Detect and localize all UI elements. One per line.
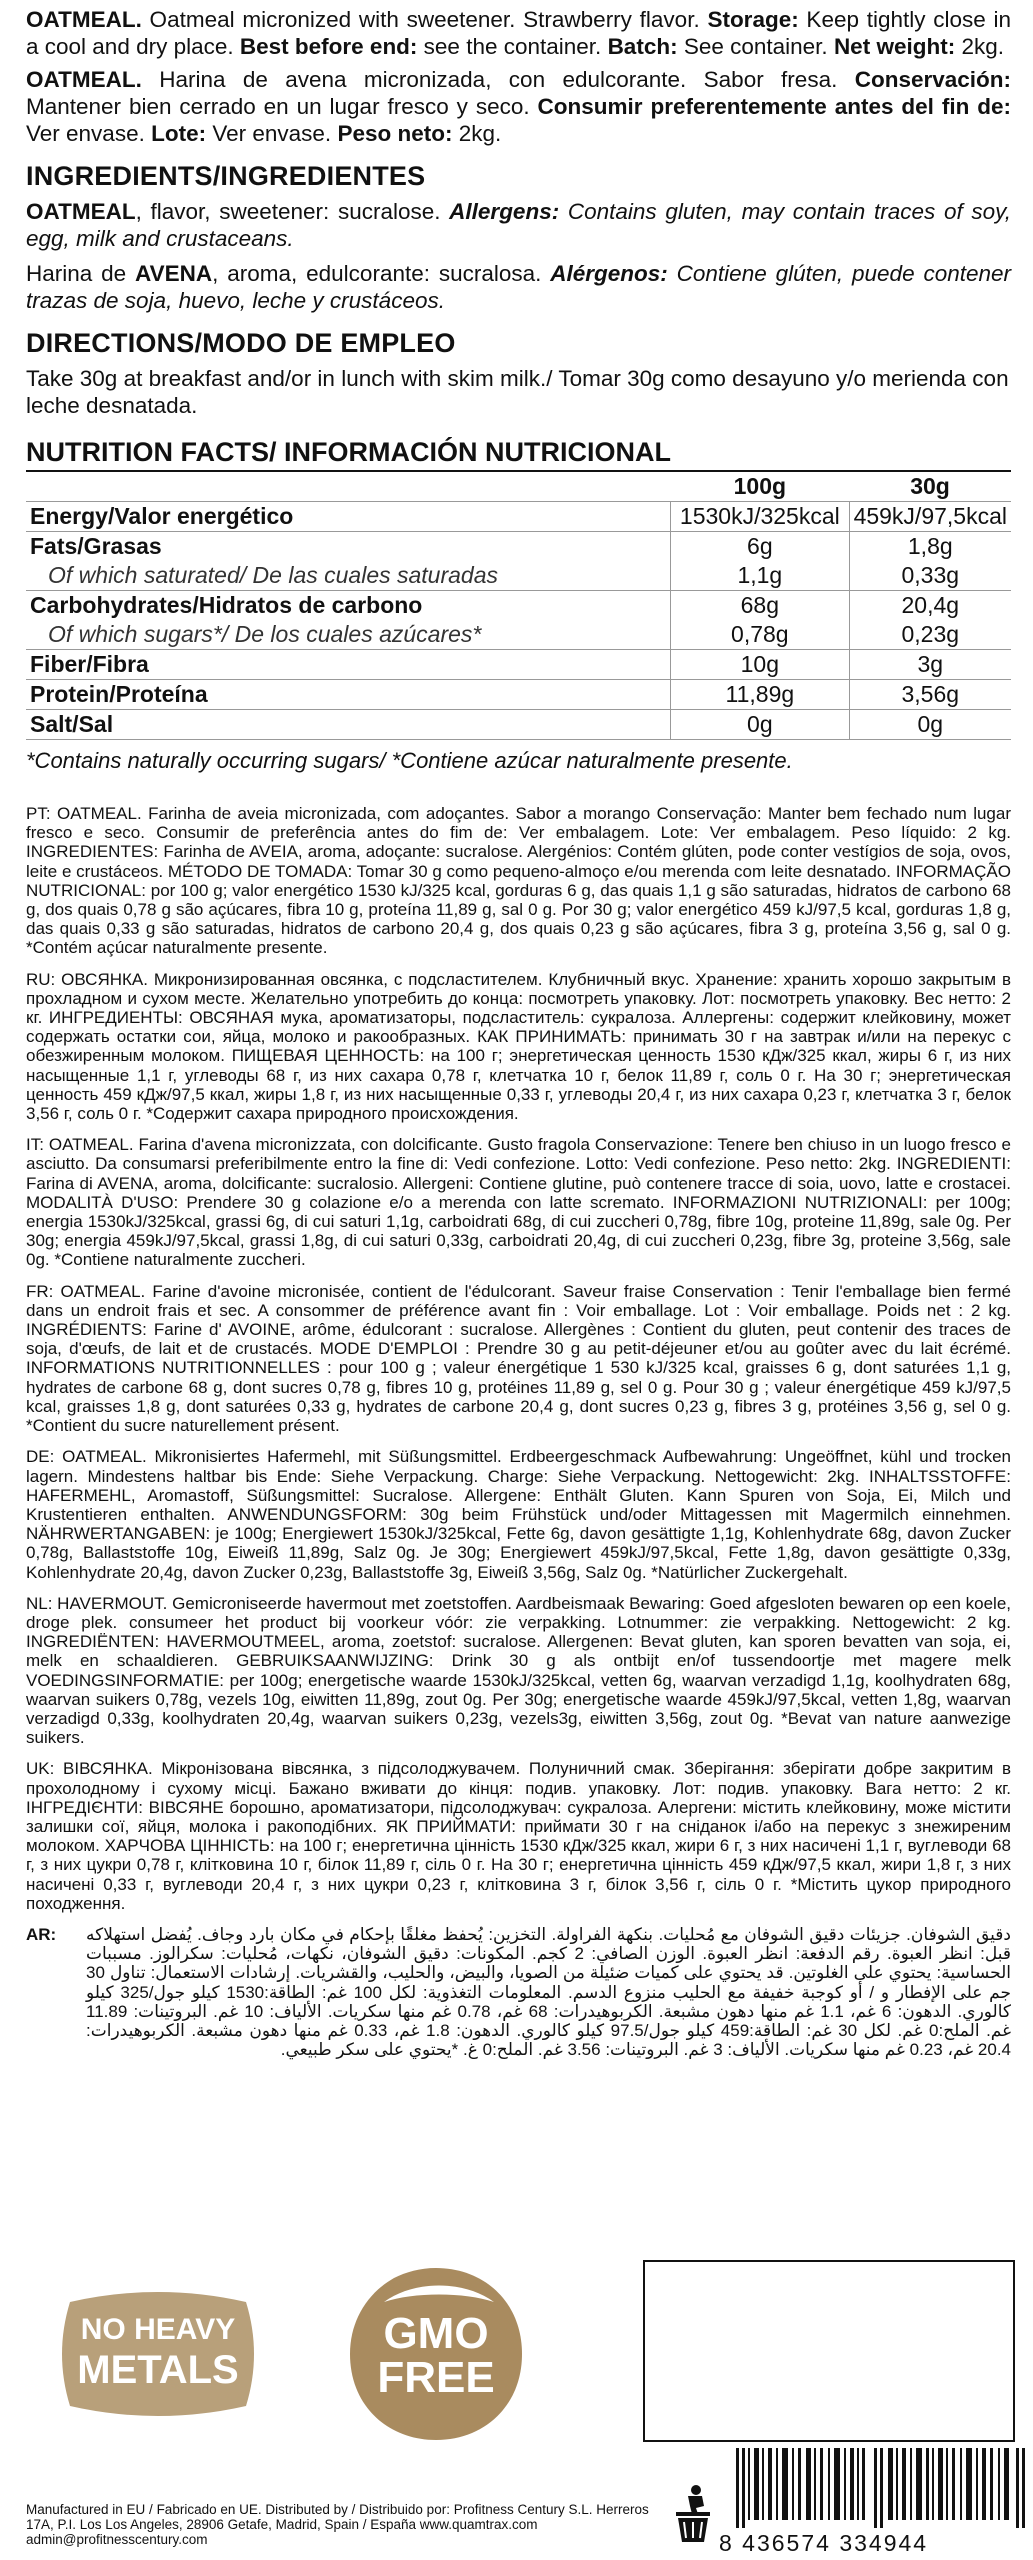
row-salt [26,710,1011,740]
allergens-text: Contains gluten, may contain traces of soy, egg, milk and crustaceans. [26,199,1011,251]
row-label: Fiber/Fibra [26,650,671,680]
batch-text: See container. [677,34,834,59]
gmo-line2: FREE [377,2353,495,2402]
lang-nl: NL: HAVERMOUT. Gemicroniseerde havermout met zoetstoffen. Aardbeismaak Bewaring: Goed afgesloten bewaren op een koele, droge plek. consumeer het product bij voorkeur vóór: zie verpakking. Lotnummer: zie verpakking. Nettogewicht: 2 kg. INGREDIËNTEN: HAVERMOUTMEEL, aroma, zoetstof: sucralose. Allergenen: Bevat gluten, kan sporen bevatten van soja, ei, melk en schaaldieren. GEBRUIKSAANWIJZING: Drink 30 g als ontbijt en/of tussendoortje met magere melk VOEDINGSINFORMATIE: per 100g; energetische waarde 1530kJ/325kcal, vetten 6g, waarvan verzadigd 1,1g, koolhydraten 68g, waarvan suikers 0,78g, vezels 10g, eiwitten 11,89g, zout 0g. Per 30g; energetische waarde 459kJ/97,5kcal, vetten 1,8g, waarvan verzadigd 0,33g, koolhydraten 20,4g, waarvan suikers 0,23g, vezels3g, eiwitten 3,56g, zout 0g. *Bevat van nature aanwezige suikers. [26,1593,1011,1748]
directions-section [26,365,1011,419]
row-label: Carbohydrates/Hidratos de carbono [26,591,671,621]
lang-de: DE: OATMEAL. Mikronisiertes Hafermehl, mit Süßungsmittel. Erdbeergeschmack Aufbewahrung: Ungeöffnet, kühl und trocken lagern. Mindestens haltbar bis Ende: Siehe Verpackung. Charge: Siehe Verpackung. Nettogewicht: 2kg. INHALTSSTOFFE: HAFERMEHL, Aromastoff, Süßungsmittel: Sucralose. Allergene: Enthält Gluten. Kann Spuren von Soja, Ei, Milch und Krustentieren enthalten. ANWENDUNGSFORM: 30g beim Frühstück und/oder Mittagessen mit Magermilch einnehmen. NÄHRWERTANGABEN: je 100g; Energiewert 1530kJ/325kcal, Fette 6g, davon gesättigte 1,1g, Kohlenhydrate 68g, davon Zucker 0,78g, Ballaststoffe 10g, Eiweiß 11,89g, Salz 0g. Je 30g; Energiewert 459kJ/97,5kcal, Fette 1,8g, davon gesättigte 0,33g, Kohlenhydrate 20,4g, davon Zucker 0,23g, Ballaststoffe 3g, Eiweiß 3,56g, Salz 0g. *Natürlicher Zuckergehalt. [26,1447,1011,1582]
ingredients-en-rest: , flavor, sweetener: sucralose. [135,199,450,224]
ingredients-es-c: , aroma, edulcorante: sucralosa. [212,261,551,286]
row-v1: 10g [671,650,849,680]
lang-pt: PT: OATMEAL. Farinha de aveia micronizada, com adoçantes. Sabor a morango Conservação: Manter bem fechado num lugar fresco e seco. Consumir de preferência antes do fim de: Ver embalagem. Lote: Ver embalagem. Peso líquido: 2 kg. INGREDIENTES: Farinha de AVEIA, aroma, adoçante: sucralose. Alergénios: Contém glúten, pode conter vestígios de soja, ovos, leite e crustáceos. MÉTODO DE TOMADA: Tomar 30 g como pequeno-almoço e/ou merenda com leite desnatado. INFORMAÇÃO NUTRICIONAL: por 100 g; valor energético 1530 kJ/325 kcal, gorduras 6 g, das quais 1,1 g são saturadas, hidratos de carbono 68 g, dos quais 0,78 g são açúcares, fibra 10 g, proteína 11,89 g, sal 0 g. Por 30 g; valor energético 459 kJ/97,5 kcal, gorduras 1,8 g, das quais 0,33 g são saturadas, hidratos de carbono 20,4 g, dos quais 0,23 g são açúcares, fibra 3 g, proteína 3,56 g, sal 0 g. *Contém açúcar naturalmente presente. [26,804,1011,958]
nutrition-table [26,472,1011,740]
header-blank [26,472,671,502]
blank-bordered-box [643,2260,1015,2442]
col-30g: 30g [910,473,950,499]
bbe-text: see the container. [417,34,608,59]
barcode [736,2448,1026,2528]
barcode-number: 8 436574 334944 [719,2530,929,2556]
footer-distributor: Manufactured in EU / Fabricado en UE. Distributed by / Distribuido por: Profitness Century S.L. Herreros 17A, P.I. Los Los Angeles, 28906 Getafe, Madrid, Spain / España www.quamtrax.com admin@profitnesscentury.com [26,2502,649,2547]
row-v2: 3g [849,650,1011,680]
row-saturated [26,561,1011,591]
directions-text: Take 30g at breakfast and/or in lunch with skim milk./ Tomar 30g como desayuno y/o merienda con leche desnatada. [26,366,1009,418]
lang-ar: دقيق الشوفان. جزيئات دقيق الشوفان مع مُحليات. بنكهة الفراولة. التخزين: يُحفظ مغلقًا بإحكام في مكان بارد وجاف. يُفضل استهلاكه قبل: انظر العبوة. رقم الدفعة: انظر العبوة. الوزن الصافي: 2 كجم. المكونات: دقيق الشوفان، نكهات، مُحليات: سكرالوز. مسببات الحساسية: يحتوي على الغلوتين. قد يحتوي على كميات ضئيلة من الصويا، والبيض، والحليب، والقشريات. إرشادات الاستعمال: تناول 30 جم على الإفطار و / أو كوجبة خفيفة مع الحليب منزوع الدسم. المعلومات التغذوية: لكل 100 غم: الطاقة:1530 كيلو جول/325 كيلو كالوري. الدهون: 6 غم، 1.1 غم منها دهون مشبعة. الكربوهيدرات: 68 غم، 0.78 غم منها سكريات. الألياف: 10 غم. البروتينات: 11.89 غم. الملح:0 غم. لكل 30 غم: الطاقة:459 كيلو جول/97.5 كيلو كالوري. الدهون: 1.8 غم، 0.33 غم منها دهون مشبعة. الكربوهيدرات: 20.4 غم، 0.23 غم منها سكريات. الألياف: 3 غم. البروتينات: 3.56 غم. الملح:0 غ. *يحتوي على سكر طبيعي. [86,1924,1012,2060]
row-v2: 0g [849,710,1011,740]
alergenos-text: Contiene glúten, puede contener trazas de soja, huevo, leche y crustáceos. [26,261,1012,313]
row-v2: 0,23g [849,620,1011,650]
no-heavy-metals-label [48,2312,268,2392]
lang-uk: UK: ВІВСЯНКА. Мікронізована вівсянка, з підсолоджувачем. Полуничний смак. Зберігання: зберігати добре закритим в прохолодному і сухому місці. Бажано вживати до кінця: подив. упаковку. Лот: подив. упаковку. Вага нетто: 2 кг. ІНГРЕДІЄНТИ: ВІВСЯНЕ борошно, ароматизатори, підсолоджувач: сукралоза. Алергени: містить клейковину, може містити залишки сої, яйця, молока і ракоподібних. ЯК ПРИЙМАТИ: приймати 30 г на сніданок і/або на перекус з знежиреним молоком. ХАРЧОВА ЦІННІСТЬ: на 100 г; енергетична цінність 1530 кДж/325 ккал, жири 6 г, з них насичені 1,1 г, вуглеводи 68 г, з них цукри 0,78 г, клітковина 10 г, білок 11,89 г, сіль 0 г. На 30 г; енергетична цінність 459 кДж/97,5 ккал, жири 1,8 г, з них насичені 0,33 г, вуглеводи 20,4 г, з них цукри 0,23 г, клітковина 3 г, білок 3,56 г, сіль 0 г. *Містить цукор природного походження. [26,1759,1011,1913]
row-label: Salt/Sal [26,710,671,740]
ingredients-es-a: Harina de [26,261,136,286]
row-v2: 1,8g [849,532,1011,562]
row-v1: 1,1g [671,561,849,591]
gmo-free-badge [344,2262,528,2446]
row-v1: 11,89g [671,680,849,710]
ingredient-avena: AVENA [135,261,213,286]
lang-ru: RU: ОВСЯНКА. Микронизированная овсянка, с подсластителем. Клубничный вкус. Хранение: хранить хорошо закрытым в прохладном и сухом месте. Желательно употребить до конца: посмотреть упаковку. Лот: посмотреть упаковку. Вес нетто: 2 кг. ИНГРЕДИЕНТЫ: ОВСЯНАЯ мука, ароматизаторы, подсластитель: сукралоза. Аллергены: содержит клейковину, может содержать остатки сои, яйца, молоко и ракообразных. КАК ПРИНИМАТЬ: принимать 30 г на завтрак и/или на перекус с обезжиренным молоком. ПИЩЕВАЯ ЦЕННОСТЬ: на 100 г; энергетическая ценность 1530 кДж/325 ккал, жиры 6 г, из них насыщенные 1,1 г, углеводы 68 г, из них сахара 0,78 г, клетчатка 10 г, белок 11,89 г, соль 0 г. На 30 г; энергетическая ценность 459 кДж/97,5 ккал, жиры 1,8 г, из них насыщенные 0,33 г, углеводы 20,4 г, из них сахара 0,23 г, клетчатка 3 г, белок 3,56 г, соль 0 г. *Содержит сахара природного происхождения. [26,969,1011,1124]
batch-label: Batch: [607,34,678,59]
lote-label: Lote: [151,121,207,146]
heavy-line1: NO HEAVY [80,2313,236,2346]
nutrition-section [26,437,1011,774]
row-v2: 20,4g [849,591,1011,621]
recycle-bin-icon [666,2484,718,2549]
heavy-line2: METALS [77,2348,239,2392]
sugar-footnote: *Contains naturally occurring sugars/ *Contiene azúcar naturalmente presente. [26,748,793,773]
row-carbs [26,591,1011,621]
cons-text: Mantener bien cerrado en un lugar fresco y seco. [26,94,538,119]
alergenos-label: Alérgenos: [550,261,668,286]
gmo-line1: GMO [383,2309,489,2358]
row-label: Fats/Grasas [26,532,671,562]
row-sugars [26,620,1011,650]
row-v2: 0,33g [849,561,1011,591]
label-page [26,0,1012,2556]
lang-fr: FR: OATMEAL. Farine d'avoine micronisée, contient de l'édulcorant. Saveur fraise Conservation : Tenir l'emballage bien fermé dans un endroit frais et sec. A consommer de préférence avant fin : Voir emballage. Lot : Voir emballage. Poids net : 2 kg. INGRÉDIENTS: Farine d' AVOINE, arôme, édulcorant : sucralose. Allergènes : Contient du gluten, peut contenir des traces de soja, d'œufs, de lait et de crustacés. MODE D'EMPLOI : Prendre 30 g au petit-déjeuner et/ou au goûter avec du lait écrémé. INFORMATIONS NUTRITIONNELLES : pour 100 g ; valeur énergétique 1 530 kJ/325 kcal, graisses 6 g, dont saturées 1,1 g, hydrates de carbone 68 g, dont sucres 0,78 g, fibres 10 g, protéines 11,89 g, sel 0 g. Pour 30 g ; valeur énergétique 459 kJ/97,5 kcal, graisses 1,8 g, dont saturées 0,33 g, hydrates de carbone 20,4 g, dont sucres 0,23 g, fibres 3 g, protéines 3,56 g, sel 0 g. *Contient du sucre naturellement présent. [26,1281,1011,1436]
lang-ar-block [26,1925,1011,2059]
peso-neto-label: Peso neto: [337,121,453,146]
nutrition-title: NUTRITION FACTS/ INFORMACIÓN NUTRICIONAL [26,437,1011,472]
row-v2: 459kJ/97,5kcal [849,502,1011,532]
row-label: Of which saturated/ De las cuales saturadas [48,562,499,588]
storage-label: Storage: [707,7,799,32]
row-label: Of which sugars*/ De los cuales azúcares* [48,621,482,647]
ingredients-section [26,198,1011,314]
lang-it: IT: OATMEAL. Farina d'avena micronizzata, con dolcificante. Gusto fragola Conservazione: Tenere ben chiuso in un luogo fresco e asciutto. Da consumarsi preferibilmente entro la fine di: Vedi confezione. Lotto: Vedi confezione. Peso netto: 2kg. INGREDIENTI: Farina di AVENA, aroma, dolcificante: sucralosio. Allergeni: Contiene glutine, può contenere tracce di soia, uovo, latte e crostacei. MODALITÀ D'USO: Prendere 30 g colazione e/o a merenda con latte scremato. INFORMAZIONI NUTRIZIONALI: per 100g; energia 1530kJ/325kcal, grassi 6g, di cui saturi 1,1g, carboidrati 68g, di cui zuccheri 0,78g, fibre 10g, proteine 11,89g, sale 0g. Per 30g; energia 459kJ/97,5kcal, grassi 1,8g, di cui saturi 0,33g, carboidrati 20,4g, di cui zuccheri 0,23g, fibre 3g, proteine 3,56g, sale 0g. *Contiene naturalmente zuccheri. [26,1135,1011,1270]
product-name-es: OATMEAL. [26,67,142,92]
cpa-text: Ver envase. [26,121,152,146]
allergens-label: Allergens: [449,199,560,224]
badges-row [26,2262,1011,2432]
row-label: Protein/Proteína [26,680,671,710]
row-fiber [26,650,1011,680]
gmo-free-label [344,2309,528,2402]
cpa-label: Consumir preferentemente antes del fin de: [537,94,1011,119]
bbe-label: Best before end: [239,34,418,59]
intro-es [26,66,1011,147]
row-protein [26,680,1011,710]
row-v1: 1530kJ/325kcal [671,502,849,532]
lote-text: Ver envase. [206,121,338,146]
col-100g: 100g [733,473,787,499]
row-v1: 68g [671,591,849,621]
net-weight-label: Net weight: [833,34,956,59]
storage-text: Keep tightly close in a cool and dry place. [26,7,1012,59]
net-weight-text: 2kg. [955,34,1004,59]
row-v1: 0g [671,710,849,740]
no-heavy-metals-badge [48,2284,268,2424]
ingredients-title: INGREDIENTS/INGREDIENTES [26,161,426,191]
nutrition-header-row [26,472,1011,502]
ingredients-es [26,260,1011,314]
ingredients-en [26,198,1011,252]
intro-desc: Oatmeal micronized with sweetener. Strawberry flavor. [141,7,708,32]
ingredient-oatmeal: OATMEAL [26,199,136,224]
row-v1: 6g [671,532,849,562]
intro-desc-es: Harina de avena micronizada, con edulcorante. Sabor fresa. [141,67,855,92]
row-label: Energy/Valor energético [26,502,671,532]
row-v1: 0,78g [671,620,849,650]
peso-neto-text: 2kg. [452,121,502,146]
multilingual-section [26,804,1011,2059]
row-fats [26,532,1011,562]
directions-title: DIRECTIONS/MODO DE EMPLEO [26,328,456,358]
intro-en [26,6,1011,60]
row-v2: 3,56g [849,680,1011,710]
lang-ar-code: AR: [26,1924,57,1944]
cons-label: Conservación: [854,67,1011,92]
product-name: OATMEAL. [26,7,142,32]
row-energy [26,502,1011,532]
